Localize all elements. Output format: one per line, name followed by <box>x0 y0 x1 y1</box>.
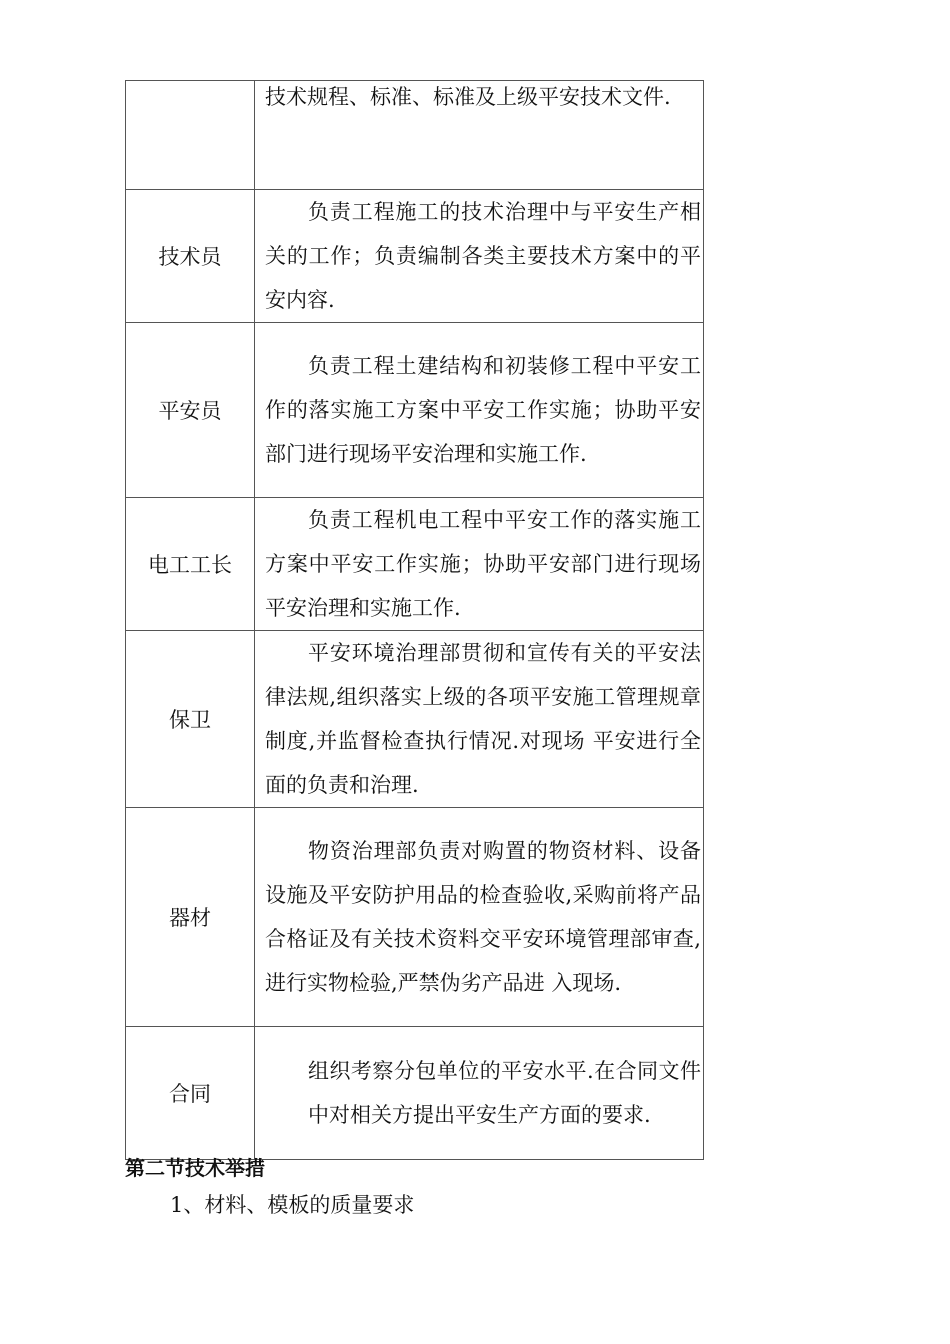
duty-cell <box>255 81 704 190</box>
table-row <box>126 323 704 498</box>
table-row <box>126 81 704 190</box>
role-cell <box>126 81 255 190</box>
duty-cell <box>255 323 704 498</box>
duty-text: 负责工程机电工程中平安工作的落实施工方案中平安工作实施；协助平安部门进行现场平安治理和实施工作. <box>265 508 701 620</box>
role-cell: 技术员 <box>126 190 255 323</box>
duty-cell <box>255 498 704 631</box>
role-cell: 电工工长 <box>126 498 255 631</box>
duty-text: 物资治理部负责对购置的物资材料、设备设施及平安防护用品的检查验收,采购前将产品合格证及有关技术资料交平安环境管理部审查,进行实物检验,严禁伪劣产品进 入现场. <box>265 839 701 995</box>
table-row <box>126 808 704 1027</box>
duty-text: 负责工程土建结构和初装修工程中平安工作的落实施工方案中平安工作实施；协助平安部门进行现场平安治理和实施工作. <box>265 354 701 466</box>
duty-text: 组织考察分包单位的平安水平.在合同文件中对相关方提出平安生产方面的要求. <box>308 1059 701 1127</box>
table-row <box>126 190 704 323</box>
duty-cell <box>255 1027 704 1160</box>
section-heading: 第二节技术举措 <box>125 1156 265 1180</box>
table-row <box>126 498 704 631</box>
duty-cell <box>255 190 704 323</box>
responsibility-table <box>125 80 704 1160</box>
table-row <box>126 1027 704 1160</box>
table-row <box>126 631 704 808</box>
role-cell: 保卫 <box>126 631 255 808</box>
duty-text: 负责工程施工的技术治理中与平安生产相关的工作；负责编制各类主要技术方案中的平安内容. <box>265 200 701 312</box>
duty-cell <box>255 631 704 808</box>
duty-text: 技术规程、标准、标准及上级平安技术文件. <box>265 85 671 109</box>
subsection-heading: 1、材料、模板的质量要求 <box>170 1193 415 1217</box>
role-cell: 平安员 <box>126 323 255 498</box>
duty-text: 平安环境治理部贯彻和宣传有关的平安法律法规,组织落实上级的各项平安施工管理规章制度,并监督检查执行情况.对现场 平安进行全面的负责和治理. <box>265 641 701 797</box>
role-cell: 合同 <box>126 1027 255 1160</box>
role-cell: 器材 <box>126 808 255 1027</box>
duty-cell <box>255 808 704 1027</box>
